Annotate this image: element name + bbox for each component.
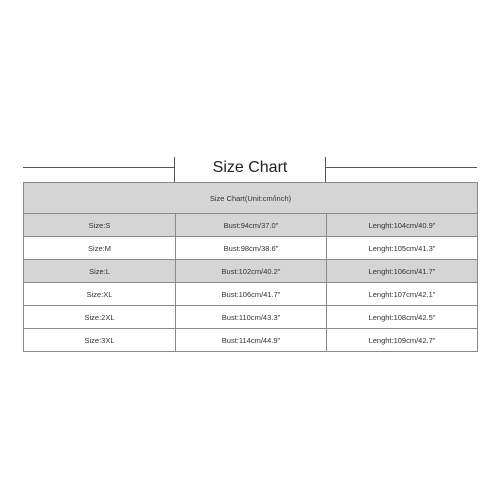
size-cell: Size:M bbox=[24, 237, 176, 260]
bust-cell: Bust:102cm/40.2" bbox=[176, 260, 327, 283]
size-cell: Size:XL bbox=[24, 283, 176, 306]
bust-cell: Bust:98cm/38.6" bbox=[176, 237, 327, 260]
bust-cell: Bust:94cm/37.0" bbox=[176, 214, 327, 237]
length-cell: Lenght:107cm/42.1" bbox=[327, 283, 478, 306]
size-cell: Size:2XL bbox=[24, 306, 176, 329]
length-cell: Lenght:104cm/40.9" bbox=[327, 214, 478, 237]
size-cell: Size:S bbox=[24, 214, 176, 237]
length-cell: Lenght:106cm/41.7" bbox=[327, 260, 478, 283]
table-header-row bbox=[24, 183, 478, 214]
title-block bbox=[23, 157, 477, 177]
size-cell: Size:3XL bbox=[24, 329, 176, 352]
page-title: Size Chart bbox=[174, 157, 326, 183]
bust-cell: Bust:114cm/44.9" bbox=[176, 329, 327, 352]
table-row bbox=[24, 306, 478, 329]
length-cell: Lenght:109cm/42.7" bbox=[327, 329, 478, 352]
table-caption: Size Chart(Unit:cm/inch) bbox=[24, 183, 478, 214]
table-row bbox=[24, 329, 478, 352]
title-divider-left bbox=[23, 167, 174, 168]
table-row bbox=[24, 260, 478, 283]
bust-cell: Bust:106cm/41.7" bbox=[176, 283, 327, 306]
size-table bbox=[23, 182, 478, 352]
table-row bbox=[24, 214, 478, 237]
size-cell: Size:L bbox=[24, 260, 176, 283]
table-row bbox=[24, 283, 478, 306]
title-divider-right bbox=[326, 167, 477, 168]
bust-cell: Bust:110cm/43.3" bbox=[176, 306, 327, 329]
length-cell: Lenght:108cm/42.5" bbox=[327, 306, 478, 329]
length-cell: Lenght:105cm/41.3" bbox=[327, 237, 478, 260]
table-row bbox=[24, 237, 478, 260]
